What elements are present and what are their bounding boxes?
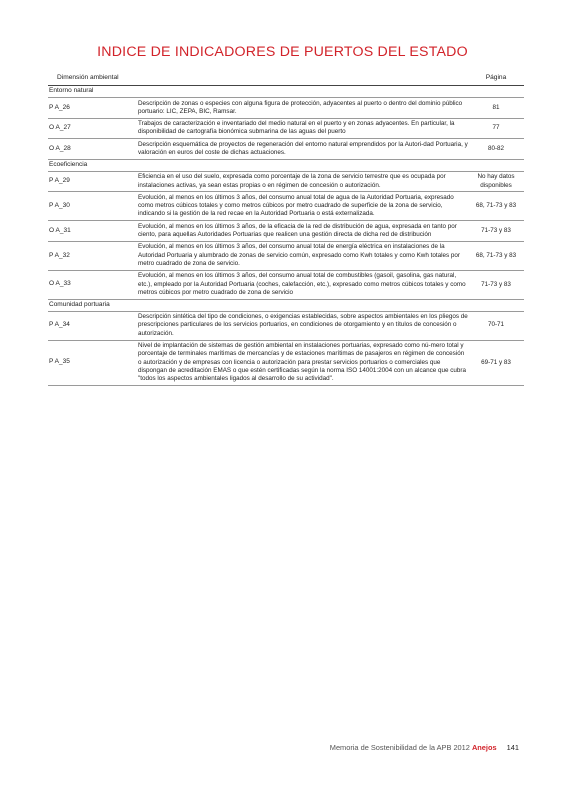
indicator-page: 80-82 xyxy=(468,139,524,160)
footer-highlight: Anejos xyxy=(471,743,497,752)
indicator-code: P A_32 xyxy=(48,241,138,270)
indicator-description: Descripción de zonas o especies con alguna figura de protección, adyacentes al puerto o dentro del dominio público portuario: LIC, ZEPA, BIC, Ramsar. xyxy=(138,98,468,119)
indicator-description: Descripción esquemática de proyectos de regeneración del entorno natural emprendidos por la Autori-dad Portuaria, y valoración en euros del coste de dichas actuaciones. xyxy=(138,139,468,160)
footer xyxy=(330,743,519,752)
table-row xyxy=(48,192,524,221)
footer-text: Memoria de Sostenibilidad de la APB 2012 xyxy=(329,743,470,752)
indicator-page: 68, 71-73 y 83 xyxy=(468,192,524,221)
indicator-page: No hay datos disponibles xyxy=(468,171,524,192)
header-dimension: Dimensión ambiental xyxy=(48,72,138,86)
table-row xyxy=(48,270,524,299)
indicator-code: O A_33 xyxy=(48,270,138,299)
indicator-code: P A_26 xyxy=(48,98,138,119)
section-name: Entorno natural xyxy=(48,86,524,98)
indicators-table-body xyxy=(48,72,524,386)
table-row xyxy=(48,139,524,160)
table-row xyxy=(48,118,524,139)
section-header-row xyxy=(48,86,524,98)
indicator-description: Nivel de implantación de sistemas de gestión ambiental en instalaciones portuarias, expresado como nú-mero total y porcentaje de terminales marítimas de mercancías y de estaciones marítimas de pasajeros en régimen de concesión o autorización y de empresas con licencia o autorización para prestar servicios portuarios o comerciales que dispongan de acreditación EMAS o que estén certificadas según la norma ISO 14001:2004 con un alcance que cubra "todos los aspectos ambientales ligados al desarrollo de su actividad". xyxy=(138,340,468,385)
indicator-code: P A_29 xyxy=(48,171,138,192)
indicator-description: Evolución, al menos en los últimos 3 años, del consumo anual total de combustibles (gasoil, gasolina, gas natural, etc.), empleado por la Autoridad Portuaria (coches, calefacción, etc.), expresado como metros cúbicos totales y como metros cúbicos por metro cuadrado de zona de servicio xyxy=(138,270,468,299)
indicator-code: O A_28 xyxy=(48,139,138,160)
indicators-table xyxy=(48,72,524,386)
indicator-page: 77 xyxy=(468,118,524,139)
section-header-row xyxy=(48,299,524,311)
table-row xyxy=(48,171,524,192)
table-row xyxy=(48,221,524,242)
indicator-code: P A_30 xyxy=(48,192,138,221)
table-row xyxy=(48,98,524,119)
indicator-code: O A_27 xyxy=(48,118,138,139)
indicator-page: 71-73 y 83 xyxy=(468,270,524,299)
table-header-row xyxy=(48,72,524,86)
indicator-description: Evolución, al menos en los últimos 3 años, del consumo anual total de energía eléctrica en instalaciones de la Autoridad Portuaria y alumbrado de zonas de servicio común, expresado como Kwh totales y como Kwh totales por metro cuadrado de zona de servicio. xyxy=(138,241,468,270)
indicator-page: 70-71 xyxy=(468,311,524,340)
indicator-code: O A_31 xyxy=(48,221,138,242)
table-row xyxy=(48,340,524,385)
indicator-description: Evolución, al menos en los últimos 3 años, del consumo anual total de agua de la Autoridad Portuaria, expresado como metros cúbicos totales y como metros cúbicos por metro cuadrado de superficie de la zona de servicio, indicando si la gestión de la red recae en la Autoridad Portuaria o está externalizada. xyxy=(138,192,468,221)
section-name: Ecoeficiencia xyxy=(48,159,524,171)
table-row xyxy=(48,241,524,270)
header-description xyxy=(138,72,468,86)
table-row xyxy=(48,311,524,340)
page-number: 141 xyxy=(506,743,519,752)
page-title: INDICE DE INDICADORES DE PUERTOS DEL ESTADO xyxy=(97,44,468,60)
indicator-code: P A_35 xyxy=(48,340,138,385)
indicator-description: Descripción sintética del tipo de condiciones, o exigencias establecidas, sobre aspectos ambientales en los pliegos de prescripciones particulares de los servicios portuarios, en condiciones de otorgamiento y en títulos de concesión o autorización. xyxy=(138,311,468,340)
indicator-description: Eficiencia en el uso del suelo, expresada como porcentaje de la zona de servicio terrestre que es ocupada por instalaciones activas, ya sean estas propias o en régimen de concesión o autorización. xyxy=(138,171,468,192)
header-page: Página xyxy=(468,72,524,86)
section-header-row xyxy=(48,159,524,171)
indicator-page: 71-73 y 83 xyxy=(468,221,524,242)
indicator-page: 69-71 y 83 xyxy=(468,340,524,385)
section-name: Comunidad portuaria xyxy=(48,299,524,311)
indicator-description: Trabajos de caracterización e inventariado del medio natural en el puerto y en zonas adyacentes. En particular, la disponibilidad de cartografía bionómica submarina de las aguas del puerto xyxy=(138,118,468,139)
indicator-code: P A_34 xyxy=(48,311,138,340)
indicator-page: 81 xyxy=(468,98,524,119)
indicator-page: 68, 71-73 y 83 xyxy=(468,241,524,270)
indicator-description: Evolución, al menos en los últimos 3 años, de la eficacia de la red de distribución de agua, expresada en tanto por ciento, para aquellas Autoridades Portuarias que realicen una gestión directa de dicha red de distribución xyxy=(138,221,468,242)
